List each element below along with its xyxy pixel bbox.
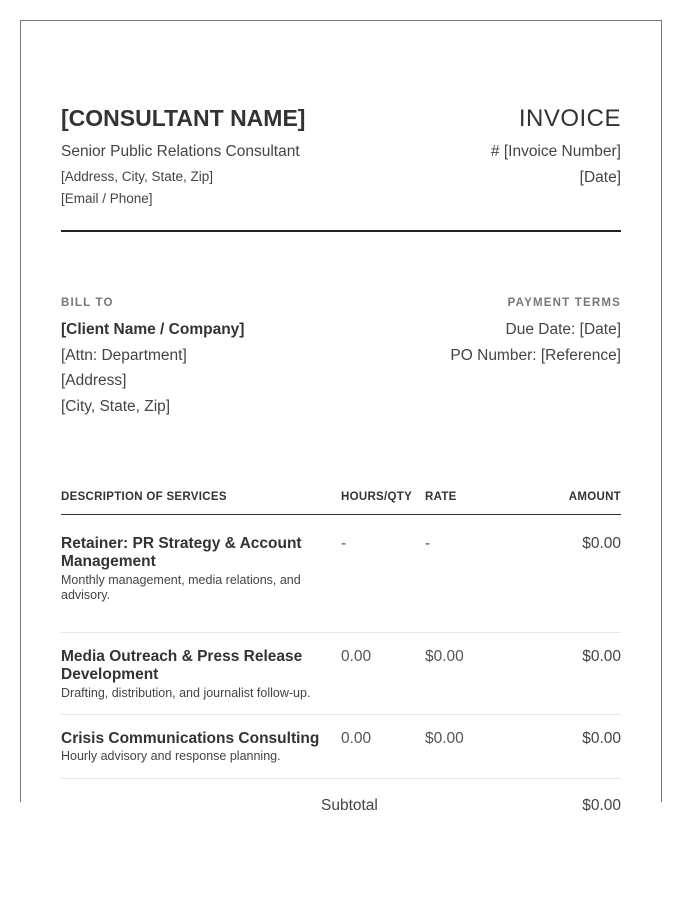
payment-terms-section (361, 297, 621, 397)
header-divider (61, 230, 621, 232)
row-divider (61, 714, 621, 715)
column-header-qty: HOURS/QTY (341, 491, 413, 503)
invoice-page (20, 20, 662, 814)
consultant-contact: [Email / Phone] (61, 191, 153, 206)
client-name: [Client Name / Company] (61, 321, 245, 338)
service-rate: $0.00 (425, 730, 464, 747)
service-qty: 0.00 (341, 730, 372, 747)
service-amount: $0.00 (582, 730, 621, 747)
service-qty: 0.00 (341, 648, 372, 665)
service-detail: Monthly management, media relations, and advisory. (61, 573, 301, 602)
row-divider (61, 632, 621, 633)
due-date: Due Date: [Date] (505, 321, 621, 338)
service-name: Media Outreach & Press Release Development (61, 648, 303, 683)
service-detail: Hourly advisory and response planning. (61, 749, 281, 763)
column-header-description: DESCRIPTION OF SERVICES (61, 491, 227, 503)
client-attn: [Attn: Department] (61, 347, 187, 364)
service-detail: Drafting, distribution, and journalist follow-up. (61, 686, 311, 700)
consultant-title: Senior Public Relations Consultant (61, 143, 300, 160)
invoice-date: [Date] (579, 169, 621, 186)
bill-to-label: BILL TO (61, 297, 114, 309)
client-city: [City, State, Zip] (61, 398, 171, 415)
table-header-divider (61, 514, 621, 515)
subtotal-value: $0.00 (582, 797, 621, 814)
service-name: Crisis Communications Consulting (61, 730, 320, 747)
service-rate: $0.00 (425, 648, 464, 665)
column-header-rate: RATE (425, 491, 457, 503)
invoice-content (61, 21, 621, 921)
invoice-number: # [Invoice Number] (490, 143, 621, 160)
subtotal-label: Subtotal (321, 797, 378, 814)
consultant-name: [CONSULTANT NAME] (61, 105, 306, 131)
service-rate: - (425, 535, 431, 552)
consultant-address: [Address, City, State, Zip] (61, 169, 214, 184)
column-header-amount: AMOUNT (568, 491, 621, 503)
row-divider (61, 778, 621, 779)
service-amount: $0.00 (582, 648, 621, 665)
service-name: Retainer: PR Strategy & Account Management (61, 535, 302, 570)
po-number: PO Number: [Reference] (450, 347, 621, 364)
service-qty: - (341, 535, 347, 552)
payment-terms-label: PAYMENT TERMS (507, 297, 621, 309)
service-amount: $0.00 (582, 535, 621, 552)
client-address: [Address] (61, 372, 127, 389)
invoice-header (61, 105, 621, 235)
invoice-heading: INVOICE (518, 105, 621, 132)
